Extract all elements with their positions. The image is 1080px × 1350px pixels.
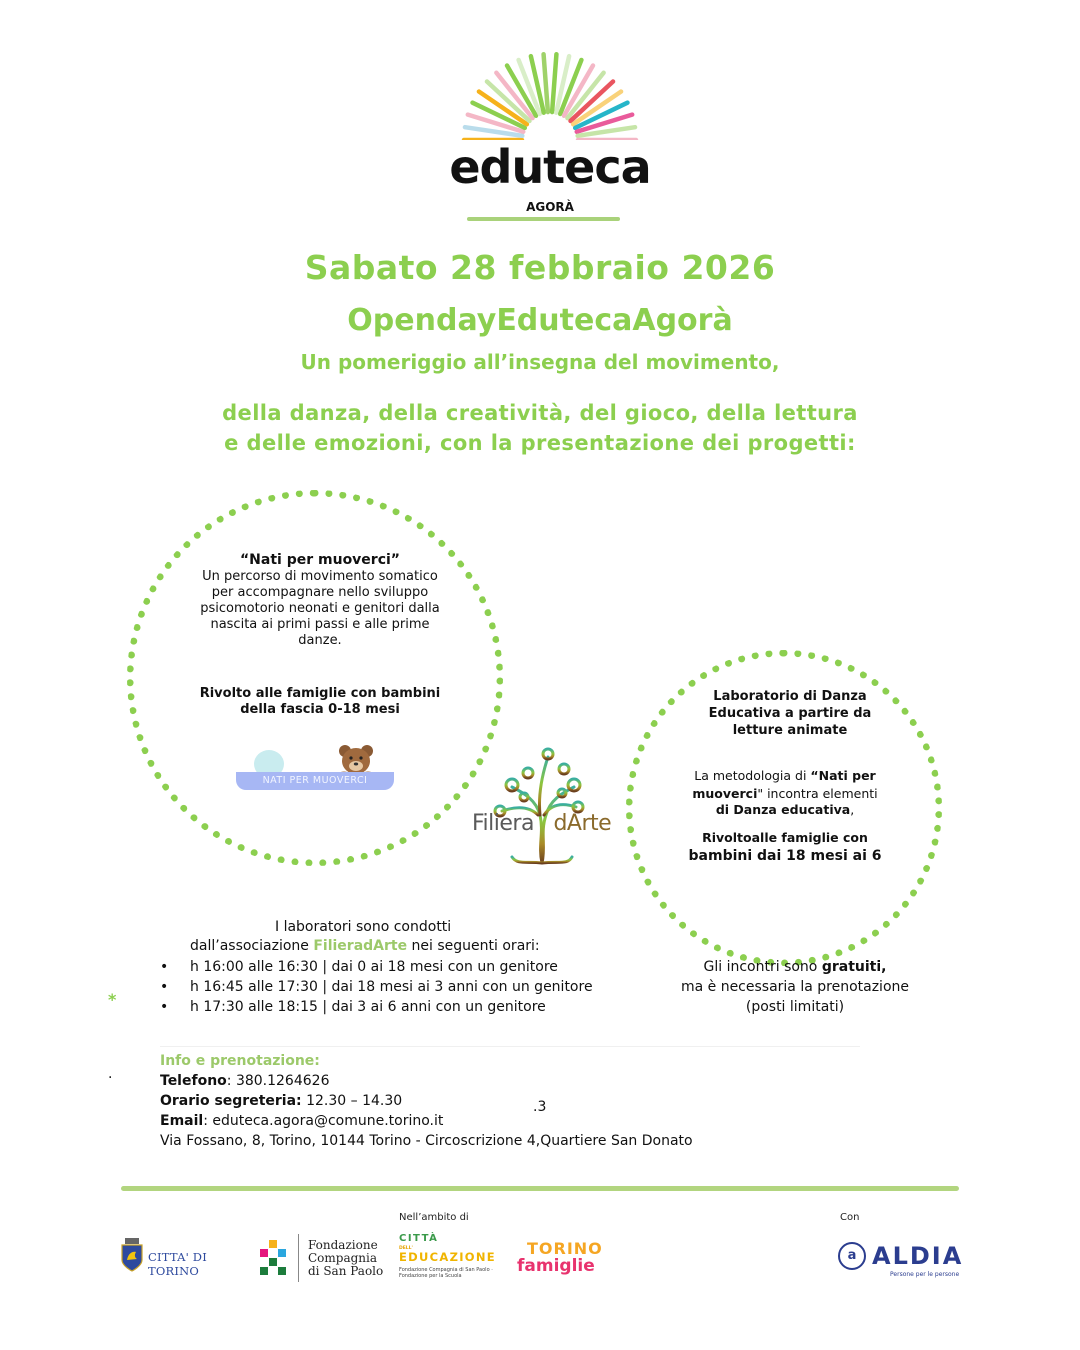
con-label: Con <box>840 1212 860 1223</box>
event-subtitle-line2: della danza, della creatività, del gioco, della lettura <box>222 401 858 425</box>
free-entry-note <box>660 957 930 1017</box>
project-target <box>190 686 450 718</box>
event-title: OpendayEdutecaAgorà <box>347 303 733 338</box>
note-text: Gli incontri sono <box>703 959 822 975</box>
compagnia-san-paolo-logo <box>258 1234 388 1284</box>
logo-ray <box>552 54 556 112</box>
nati-per-muoverci-logo <box>236 744 394 792</box>
logo-divider <box>298 1234 299 1282</box>
rainbow-rays-icon <box>460 50 640 140</box>
schedule-item <box>160 977 593 997</box>
project-nati-per-muoverci <box>190 552 450 649</box>
darte-word: dArte <box>553 811 612 836</box>
phone-value[interactable]: : 380.1264626 <box>226 1073 330 1089</box>
phone-row <box>160 1071 693 1091</box>
filiera-word: Filiera <box>472 811 534 836</box>
footer-divider <box>121 1186 959 1191</box>
bullet-icon: • <box>160 999 169 1015</box>
info-heading: Info e prenotazione: <box>160 1053 320 1069</box>
aldia-wordmark: ALDIA <box>872 1242 964 1270</box>
citta-educazione-logo <box>399 1233 499 1283</box>
coat-of-arms-icon <box>120 1238 144 1272</box>
note-text: ma è necessaria la prenotazione <box>680 979 910 995</box>
body-text: " incontra elementi <box>757 786 878 801</box>
note-bold: gratuiti, <box>821 959 887 975</box>
ce-educazione: EDUCAZIONE <box>399 1250 496 1264</box>
aldia-badge-icon: a <box>838 1242 866 1270</box>
project-danza-target <box>660 828 910 866</box>
title-line: Laboratorio di Danza <box>713 689 867 704</box>
email-label: Email <box>160 1113 204 1129</box>
body-text: La metodologia di <box>694 768 811 783</box>
intro-text: nei seguenti orari: <box>407 938 540 954</box>
logo-underline <box>467 217 620 221</box>
divider <box>160 1046 860 1047</box>
logo-square <box>260 1267 268 1275</box>
ce-dell: DELL' <box>399 1246 413 1251</box>
note-text: (posti limitati) <box>745 999 845 1015</box>
title-line: letture animate <box>732 723 848 738</box>
schedule-text: h 16:00 alle 16:30 | dai 0 ai 18 mesi con un genitore <box>190 959 558 975</box>
hours-row <box>160 1091 693 1111</box>
schedule-item <box>160 957 593 977</box>
event-subtitle <box>0 398 1080 458</box>
body-bold: muoverci <box>692 786 758 801</box>
logo-wordmark: eduteca <box>449 140 651 194</box>
asterisk-icon: * <box>108 990 117 1009</box>
target-line: della fascia 0-18 mesi <box>240 702 400 717</box>
target-line: Rivolto alle famiglie con bambini <box>199 686 441 701</box>
nati-per-muoverci-banner: NATI PER MUOVERCI <box>236 772 394 790</box>
schedule-intro-line2 <box>190 936 540 956</box>
ce-citta: CITTÀ <box>399 1233 439 1244</box>
dotted-circle-left <box>127 490 503 866</box>
tf-famiglie: famiglie <box>517 1256 595 1276</box>
event-date: Sabato 28 febbraio 2026 <box>304 248 776 287</box>
email-value[interactable]: : eduteca.agora@comune.torino.it <box>203 1113 444 1129</box>
csp-wordmark <box>308 1239 383 1278</box>
aldia-logo <box>838 1240 968 1285</box>
body-bold: di Danza educativa <box>715 802 851 817</box>
eduteca-logo <box>440 50 660 230</box>
logo-square <box>278 1249 286 1257</box>
filiera-darte-logo <box>472 745 612 867</box>
intro-text: dall’associazione <box>190 938 314 954</box>
ce-sub-logos: Fondazione Compagnia di San Paolo · Fondazione per la Scuola <box>399 1267 493 1279</box>
logo-square <box>269 1240 277 1248</box>
citta-di-torino-logo <box>118 1238 248 1278</box>
logo-ray <box>544 54 548 112</box>
email-row <box>160 1111 693 1131</box>
logo-square <box>278 1267 286 1275</box>
info-section <box>160 1051 693 1151</box>
tree-icon <box>472 745 612 867</box>
address: Via Fossano, 8, Torino, 10144 Torino - Circoscrizione 4,Quartiere San Donato <box>160 1133 693 1149</box>
bullet-icon: • <box>160 959 169 975</box>
logo-square <box>260 1249 268 1257</box>
project-danza-educativa-title <box>690 688 890 739</box>
schedule-intro-line1: I laboratori sono condotti <box>275 919 452 935</box>
aldia-tagline: Persone per le persone <box>890 1271 960 1278</box>
stray-mark: .3 <box>533 1099 547 1115</box>
schedule-text: h 17:30 alle 18:15 | dai 3 ai 6 anni con un genitore <box>190 999 546 1015</box>
logo-subtitle: AGORÀ <box>526 200 574 214</box>
target-line: Rivoltoalle famiglie con <box>702 830 868 845</box>
schedule-item <box>160 997 593 1017</box>
csp-line: Fondazione <box>308 1238 378 1252</box>
bullet-icon: • <box>160 979 169 995</box>
torino-famiglie-logo <box>515 1240 610 1280</box>
event-subtitle-line1: Un pomeriggio all’insegna del movimento, <box>300 350 780 374</box>
hours-label: Orario segreteria: <box>160 1093 302 1109</box>
logo-square <box>269 1258 277 1266</box>
csp-line: di San Paolo <box>308 1264 384 1278</box>
phone-label: Telefono <box>160 1073 227 1089</box>
project-danza-educativa-body <box>660 765 910 818</box>
project-description: Un percorso di movimento somatico per accompagnare nello sviluppo psicomotorio neonati e genitori dalla nascita ai primi passi e alle prime danze. <box>200 569 440 648</box>
filiera-wordmark <box>472 811 612 836</box>
target-line: bambini dai 18 mesi ai 6 <box>688 848 882 864</box>
title-line: Educativa a partire da <box>708 706 872 721</box>
ambito-label: Nell’ambito di <box>399 1212 469 1223</box>
event-subtitle-line3: e delle emozioni, con la presentazione dei progetti: <box>224 431 856 455</box>
association-name: FilieradArte <box>313 938 408 954</box>
schedule-list <box>160 957 593 1017</box>
body-bold: “Nati per <box>810 768 876 783</box>
body-text: , <box>850 802 855 817</box>
project-title: “Nati per muoverci” <box>239 552 401 568</box>
schedule-text: h 16:45 alle 17:30 | dai 18 mesi ai 3 anni con un genitore <box>190 979 593 995</box>
tf-torino: TORINO <box>527 1239 603 1258</box>
csp-line: Compagnia <box>308 1251 378 1265</box>
torino-wordmark: CITTA' DI TORINO <box>148 1250 207 1278</box>
hours-value: 12.30 – 14.30 <box>301 1093 403 1109</box>
stray-dot: . <box>108 1066 113 1082</box>
